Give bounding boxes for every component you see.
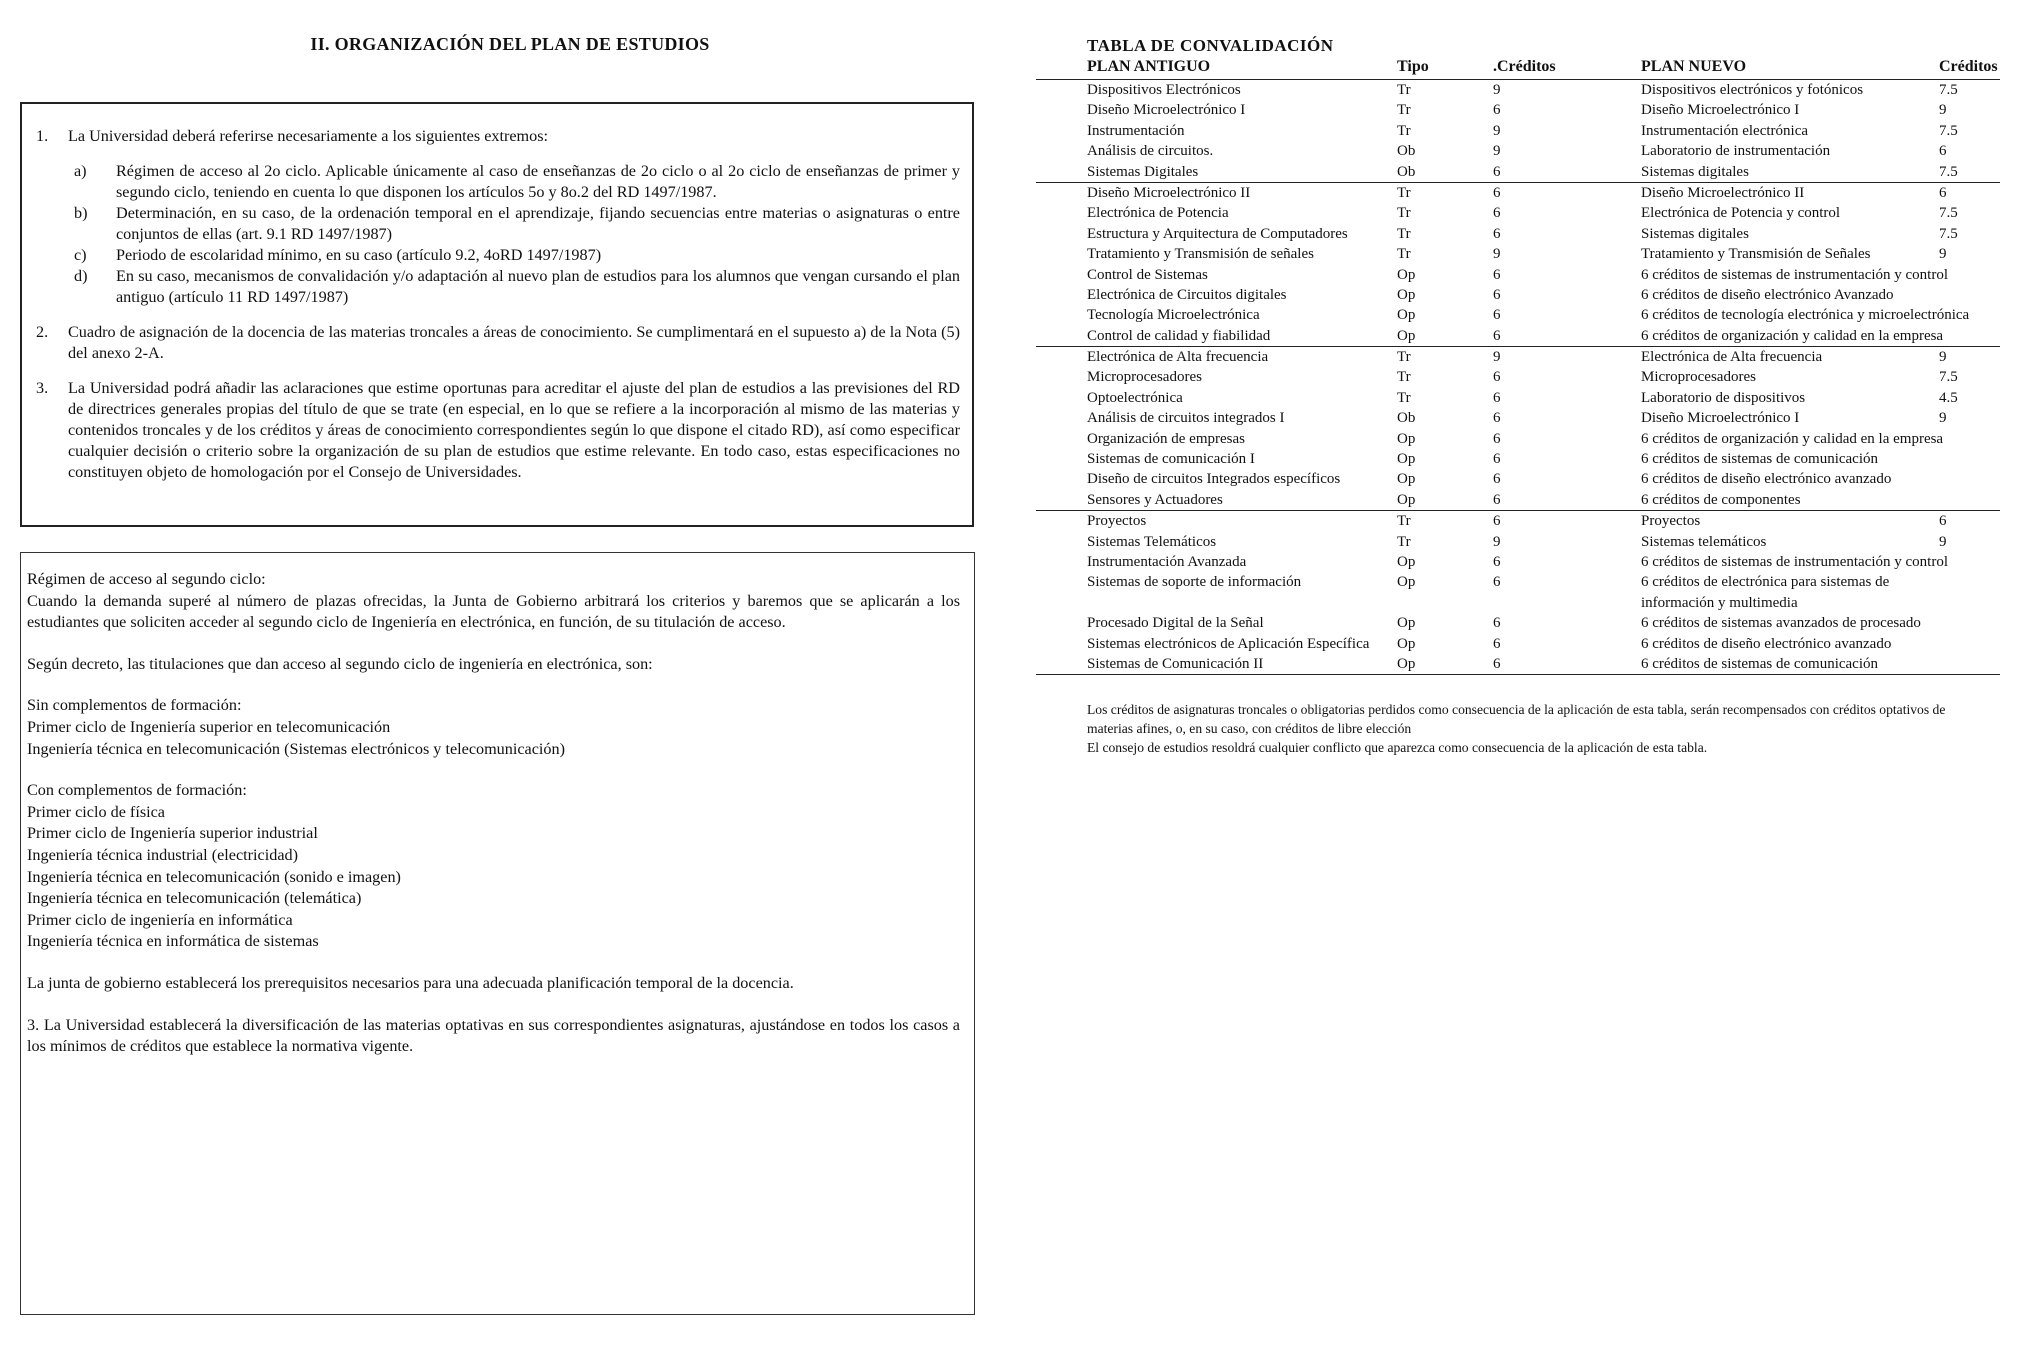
cell-plan-antiguo: Análisis de circuitos. [1087, 143, 1214, 160]
table-notes [1087, 700, 1987, 757]
list-item: Primer ciclo de física [27, 802, 165, 821]
cell-plan-antiguo: Dispositivos Electrónicos [1087, 82, 1241, 98]
cell-plan-antiguo: Sistemas Digitales [1087, 163, 1199, 180]
cell-creditos: 6 [1493, 286, 1501, 303]
cell-creditos-nuevo: 9 [1939, 410, 1947, 427]
cell-plan-nuevo: 6 créditos de organización y calidad en la empresa [1641, 430, 1944, 447]
cell-creditos-nuevo: 7.5 [1939, 205, 1958, 222]
table-row [1036, 449, 2000, 469]
con-complementos-title: Con complementos de formación: [27, 781, 247, 800]
sub-text: Determinación, en su caso, de la ordenación temporal en el aprendizaje, fijando secuencias entre materias o asignaturas o entre conjuntos de ellas (art. 9.1 RD 1497/1987) [116, 204, 960, 243]
point-1 [36, 126, 960, 147]
cell-plan-nuevo: Diseño Microelectrónico I [1641, 410, 1800, 427]
cell-tipo: Tr [1397, 205, 1411, 222]
cell-creditos-nuevo: 7.5 [1939, 369, 1958, 386]
cell-plan-antiguo: Sistemas Telemáticos [1087, 533, 1217, 550]
cell-creditos-nuevo [1939, 326, 1999, 346]
point-text: La Universidad deberá referirse necesariamente a los siguientes extremos: [68, 127, 549, 145]
cell-creditos-nuevo [1939, 552, 1999, 572]
sub-point [68, 161, 960, 203]
cell-plan-antiguo: Análisis de circuitos integrados I [1087, 410, 1285, 427]
cell-creditos: 6 [1493, 205, 1501, 222]
list-item: Ingeniería técnica en telecomunicación (Sistemas electrónicos y telecomunicación) [27, 739, 565, 758]
point-text: La Universidad podrá añadir las aclaraciones que estime oportunas para acreditar el ajuste del plan de estudios a las previsiones del RD de directrices generales propias del título de que se trate (en especial, en lo que se refiere a la incorporación al mismo de las materias y contenidos troncales y de los créditos y áreas de conocimiento correspondientes según lo que dispone el citado RD), así como especificar cualquier decisión o criterio sobre la organización de su plan de estudios que estime relevante. En todo caso, estas especificaciones no constituyen objeto de homologación por el Consejo de Universidades. [68, 379, 960, 481]
sub-text: En su caso, mecanismos de convalidación y/o adaptación al nuevo plan de estudios para los alumnos que vengan cursando el plan antiguo (artículo 11 RD 1497/1987) [116, 267, 960, 306]
convalidation-table [1036, 58, 2000, 675]
cell-creditos: 6 [1493, 369, 1501, 386]
convalidation-title: TABLA DE CONVALIDACIÓN [1087, 36, 1334, 55]
note-1: Los créditos de asignaturas troncales o obligatorias perdidos como consecuencia de la aplicación de esta tabla, serán recompensados con créditos optativos de materias afines, o, en su caso, con créditos de libre elección [1087, 702, 1946, 736]
cell-tipo: Op [1397, 471, 1416, 488]
cell-tipo: Tr [1397, 184, 1411, 201]
cell-creditos: 6 [1493, 491, 1501, 508]
cell-plan-nuevo: 6 créditos de componentes [1641, 491, 1801, 508]
cell-plan-nuevo: 6 créditos de sistemas de instrumentación y control [1641, 553, 1949, 570]
cell-creditos-nuevo: 7.5 [1939, 122, 1958, 139]
cell-plan-nuevo: 6 créditos de tecnología electrónica y microelectrónica [1641, 307, 1970, 324]
cell-creditos: 6 [1493, 225, 1501, 242]
list-item: Primer ciclo de Ingeniería superior industrial [27, 824, 318, 843]
cell-creditos: 9 [1493, 143, 1501, 160]
point-number: 2. [36, 323, 49, 341]
cell-creditos: 9 [1493, 122, 1501, 139]
cell-plan-nuevo: 6 créditos de electrónica para sistemas de información y multimedia [1641, 574, 1890, 611]
cell-plan-nuevo: Laboratorio de dispositivos [1641, 389, 1806, 406]
cell-creditos-nuevo: 6 [1939, 513, 1947, 530]
cell-tipo: Op [1397, 327, 1416, 344]
cell-plan-nuevo: Proyectos [1641, 513, 1701, 530]
cell-plan-antiguo: Instrumentación [1087, 122, 1185, 139]
table-row [1036, 572, 2000, 613]
regimen-text: Cuando la demanda superé al número de plazas ofrecidas, la Junta de Gobierno arbitrará los criterios y baremos que se aplicarán a los estudiantes que soliciten acceder al segundo ciclo de Ingeniería en electrónica, en función, de su titulación de acceso. [27, 591, 960, 632]
point-number: 1. [36, 127, 49, 145]
cell-plan-antiguo: Electrónica de Potencia [1087, 205, 1229, 222]
cell-plan-nuevo: Instrumentación electrónica [1641, 122, 1809, 139]
header-plan-nuevo: PLAN NUEVO [1641, 58, 1747, 75]
cell-plan-antiguo: Electrónica de Circuitos digitales [1087, 286, 1287, 303]
sub-point [68, 203, 960, 245]
table-row [1036, 469, 2000, 489]
cell-plan-antiguo: Sistemas electrónicos de Aplicación Específica [1087, 635, 1370, 652]
sub-text: Periodo de escolaridad mínimo, en su caso (artículo 9.2, 4oRD 1497/1987) [116, 246, 602, 264]
cell-creditos: 6 [1493, 635, 1501, 652]
point-number: 3. [36, 379, 49, 397]
cell-creditos: 9 [1493, 246, 1501, 263]
cell-creditos-nuevo [1939, 429, 1999, 449]
table-row [1036, 490, 2000, 510]
cell-tipo: Op [1397, 286, 1416, 303]
table-row [1036, 100, 2000, 120]
cell-creditos: 6 [1493, 471, 1501, 488]
cell-plan-nuevo: 6 créditos de sistemas de comunicación [1641, 451, 1879, 468]
table-row [1036, 429, 2000, 449]
cell-creditos: 6 [1493, 410, 1501, 427]
table-group [1036, 183, 2000, 347]
cell-plan-antiguo: Sensores y Actuadores [1087, 491, 1223, 508]
cell-plan-antiguo: Control de Sistemas [1087, 266, 1208, 283]
cell-creditos-nuevo: 6 [1939, 143, 1947, 160]
cell-tipo: Op [1397, 266, 1416, 283]
cell-creditos-nuevo [1939, 572, 1999, 613]
cell-creditos: 6 [1493, 615, 1501, 632]
cell-creditos: 6 [1493, 389, 1501, 406]
cell-tipo: Op [1397, 491, 1416, 508]
table-row [1036, 265, 2000, 285]
cell-tipo: Tr [1397, 369, 1411, 386]
cell-plan-nuevo: Sistemas telemáticos [1641, 533, 1767, 550]
cell-tipo: Op [1397, 574, 1416, 591]
point-3-text: 3. La Universidad establecerá la diversificación de las materias optativas en sus correspondientes asignaturas, ajustándose en todos los casos a los mínimos de créditos que establece la normativa vigente. [27, 1015, 960, 1056]
cell-plan-antiguo: Microprocesadores [1087, 369, 1202, 386]
cell-creditos: 6 [1493, 655, 1501, 672]
cell-plan-nuevo: 6 créditos de diseño electrónico Avanzado [1641, 286, 1894, 303]
cell-plan-nuevo: Dispositivos electrónicos y fotónicos [1641, 82, 1864, 98]
cell-plan-antiguo: Electrónica de Alta frecuencia [1087, 349, 1269, 366]
cell-plan-antiguo: Diseño Microelectrónico II [1087, 184, 1251, 201]
cell-plan-nuevo: 6 créditos de organización y calidad en la empresa [1641, 327, 1944, 344]
junta-text: La junta de gobierno establecerá los prerequisitos necesarios para una adecuada planificación temporal de la docencia. [27, 973, 794, 992]
cell-creditos-nuevo: 9 [1939, 349, 1947, 366]
table-row [1036, 121, 2000, 141]
sub-letter: a) [74, 162, 87, 180]
table-row [1036, 244, 2000, 264]
point-2 [36, 322, 960, 364]
cell-creditos-nuevo: 7.5 [1939, 163, 1958, 180]
table-row [1036, 224, 2000, 244]
cell-creditos: 6 [1493, 163, 1501, 180]
table-group [1036, 347, 2000, 511]
sub-letter: c) [74, 246, 87, 264]
cell-creditos-nuevo [1939, 265, 1999, 285]
cell-creditos-nuevo: 9 [1939, 102, 1947, 119]
sub-letter: b) [74, 204, 88, 222]
cell-plan-antiguo: Tratamiento y Transmisión de señales [1087, 246, 1314, 263]
cell-creditos-nuevo: 9 [1939, 246, 1947, 263]
cell-tipo: Tr [1397, 513, 1411, 530]
list-item: Ingeniería técnica en informática de sistemas [27, 932, 319, 951]
list-item: Primer ciclo de ingeniería en informática [27, 910, 293, 929]
table-row [1036, 183, 2000, 203]
cell-tipo: Tr [1397, 533, 1411, 550]
cell-plan-antiguo: Sistemas de soporte de información [1087, 574, 1302, 591]
cell-creditos-nuevo [1939, 654, 1999, 674]
cell-plan-antiguo: Sistemas de comunicación I [1087, 451, 1255, 468]
cell-plan-nuevo: 6 créditos de sistemas avanzados de procesado [1641, 615, 1921, 632]
cell-creditos: 9 [1493, 533, 1501, 550]
cell-plan-nuevo: Diseño Microelectrónico II [1641, 184, 1805, 201]
table-row [1036, 613, 2000, 633]
cell-creditos: 6 [1493, 430, 1501, 447]
header-creditos: .Créditos [1493, 58, 1556, 75]
cell-creditos: 6 [1493, 513, 1501, 530]
cell-tipo: Tr [1397, 122, 1411, 139]
cell-plan-antiguo: Instrumentación Avanzada [1087, 553, 1247, 570]
cell-creditos: 6 [1493, 451, 1501, 468]
table-row [1036, 141, 2000, 161]
table-row [1036, 634, 2000, 654]
cell-plan-nuevo: 6 créditos de diseño electrónico avanzado [1641, 471, 1892, 488]
cell-plan-antiguo: Organización de empresas [1087, 430, 1245, 447]
cell-creditos-nuevo [1939, 490, 1999, 510]
cell-plan-antiguo: Procesado Digital de la Señal [1087, 615, 1264, 632]
cell-creditos-nuevo: 9 [1939, 533, 1947, 550]
table-row [1036, 552, 2000, 572]
cell-plan-antiguo: Control de calidad y fiabilidad [1087, 327, 1271, 344]
cell-creditos-nuevo [1939, 305, 1999, 325]
cell-tipo: Tr [1397, 82, 1411, 98]
cell-tipo: Op [1397, 635, 1416, 652]
regimen-title: Régimen de acceso al segundo ciclo: [27, 570, 266, 588]
header-plan-antiguo: PLAN ANTIGUO [1087, 58, 1211, 75]
table-row [1036, 654, 2000, 674]
header-creditos-nuevo: Créditos [1939, 58, 1998, 75]
cell-plan-antiguo: Diseño Microelectrónico I [1087, 102, 1246, 119]
cell-tipo: Tr [1397, 349, 1411, 366]
instructions-box [20, 102, 974, 527]
table-row [1036, 326, 2000, 346]
cell-tipo: Tr [1397, 389, 1411, 406]
page-title: II. ORGANIZACIÓN DEL PLAN DE ESTUDIOS [310, 34, 710, 54]
cell-plan-nuevo: Tratamiento y Transmisión de Señales [1641, 246, 1871, 263]
cell-plan-antiguo: Proyectos [1087, 513, 1147, 530]
cell-plan-nuevo: Microprocesadores [1641, 369, 1756, 386]
cell-tipo: Tr [1397, 246, 1411, 263]
table-row [1036, 408, 2000, 428]
list-item: Ingeniería técnica en telecomunicación (telemática) [27, 889, 362, 908]
cell-tipo: Ob [1397, 410, 1416, 427]
sub-points [68, 161, 960, 308]
cell-tipo: Ob [1397, 163, 1416, 180]
cell-creditos-nuevo: 4.5 [1939, 389, 1958, 406]
cell-tipo: Op [1397, 430, 1416, 447]
list-item: Ingeniería técnica industrial (electricidad) [27, 845, 298, 864]
cell-plan-nuevo: 6 créditos de sistemas de comunicación [1641, 655, 1879, 672]
cell-plan-nuevo: Electrónica de Potencia y control [1641, 205, 1841, 222]
cell-plan-antiguo: Tecnología Microelectrónica [1087, 307, 1260, 324]
cell-plan-antiguo: Estructura y Arquitectura de Computadores [1087, 225, 1348, 242]
cell-creditos: 6 [1493, 102, 1501, 119]
cell-plan-antiguo: Optoelectrónica [1087, 389, 1183, 406]
cell-creditos-nuevo: 7.5 [1939, 82, 1958, 98]
cell-plan-antiguo: Sistemas de Comunicación II [1087, 655, 1264, 672]
cell-creditos-nuevo [1939, 634, 1999, 654]
sub-text: Régimen de acceso al 2o ciclo. Aplicable únicamente al caso de enseñanzas de 2o ciclo o al 2o ciclo de enseñanzas de primer y segundo ciclo, teniendo en cuenta lo que disponen los artículos 5o y 8o.2 del RD 1497/1987. [116, 162, 960, 201]
cell-plan-nuevo: Diseño Microelectrónico I [1641, 102, 1800, 119]
cell-creditos: 6 [1493, 184, 1501, 201]
table-row [1036, 285, 2000, 305]
access-box [20, 552, 975, 1315]
table-row [1036, 347, 2000, 367]
table-row [1036, 162, 2000, 182]
cell-creditos: 6 [1493, 266, 1501, 283]
table-row [1036, 80, 2000, 100]
cell-creditos-nuevo: 7.5 [1939, 225, 1958, 242]
cell-plan-nuevo: 6 créditos de sistemas de instrumentación y control [1641, 266, 1949, 283]
cell-tipo: Tr [1397, 102, 1411, 119]
cell-tipo: Op [1397, 615, 1416, 632]
table-row [1036, 305, 2000, 325]
cell-plan-antiguo: Diseño de circuitos Integrados específicos [1087, 471, 1341, 488]
sin-complementos-title: Sin complementos de formación: [27, 696, 242, 715]
cell-plan-nuevo: 6 créditos de diseño electrónico avanzado [1641, 635, 1892, 652]
cell-tipo: Op [1397, 655, 1416, 672]
cell-tipo: Ob [1397, 143, 1416, 160]
table-group [1036, 80, 2000, 183]
point-text: Cuadro de asignación de la docencia de las materias troncales a áreas de conocimiento. Se cumplimentará en el supuesto a) de la Nota (5) del anexo 2-A. [68, 323, 960, 362]
table-row [1036, 532, 2000, 552]
sub-point [68, 245, 960, 266]
cell-creditos: 6 [1493, 307, 1501, 324]
cell-plan-nuevo: Electrónica de Alta frecuencia [1641, 349, 1823, 366]
table-row [1036, 388, 2000, 408]
cell-creditos: 6 [1493, 327, 1501, 344]
cell-creditos-nuevo [1939, 449, 1999, 469]
sub-letter: d) [74, 267, 88, 285]
cell-creditos-nuevo [1939, 613, 1999, 633]
cell-tipo: Op [1397, 307, 1416, 324]
cell-tipo: Tr [1397, 225, 1411, 242]
list-item: Ingeniería técnica en telecomunicación (sonido e imagen) [27, 867, 401, 886]
table-header [1036, 58, 2000, 80]
cell-plan-nuevo: Sistemas digitales [1641, 163, 1749, 180]
cell-creditos: 9 [1493, 349, 1501, 366]
cell-plan-nuevo: Laboratorio de instrumentación [1641, 143, 1831, 160]
cell-creditos: 6 [1493, 553, 1501, 570]
cell-creditos-nuevo [1939, 285, 1999, 305]
cell-tipo: Op [1397, 451, 1416, 468]
cell-tipo: Op [1397, 553, 1416, 570]
note-2: El consejo de estudios resoldrá cualquier conflicto que aparezca como consecuencia de la aplicación de esta tabla. [1087, 740, 1708, 755]
sub-point [68, 266, 960, 308]
cell-creditos: 9 [1493, 82, 1501, 98]
point-3 [36, 378, 960, 483]
table-row [1036, 203, 2000, 223]
cell-creditos: 6 [1493, 574, 1501, 591]
table-row [1036, 511, 2000, 531]
table-group [1036, 511, 2000, 675]
header-tipo: Tipo [1397, 58, 1429, 75]
cell-creditos-nuevo: 6 [1939, 184, 1947, 201]
list-item: Primer ciclo de Ingeniería superior en telecomunicación [27, 717, 391, 736]
cell-plan-nuevo: Sistemas digitales [1641, 225, 1749, 242]
decreto-text: Según decreto, las titulaciones que dan acceso al segundo ciclo de ingeniería en electrónica, son: [27, 654, 653, 673]
cell-creditos-nuevo [1939, 469, 1999, 489]
table-row [1036, 367, 2000, 387]
